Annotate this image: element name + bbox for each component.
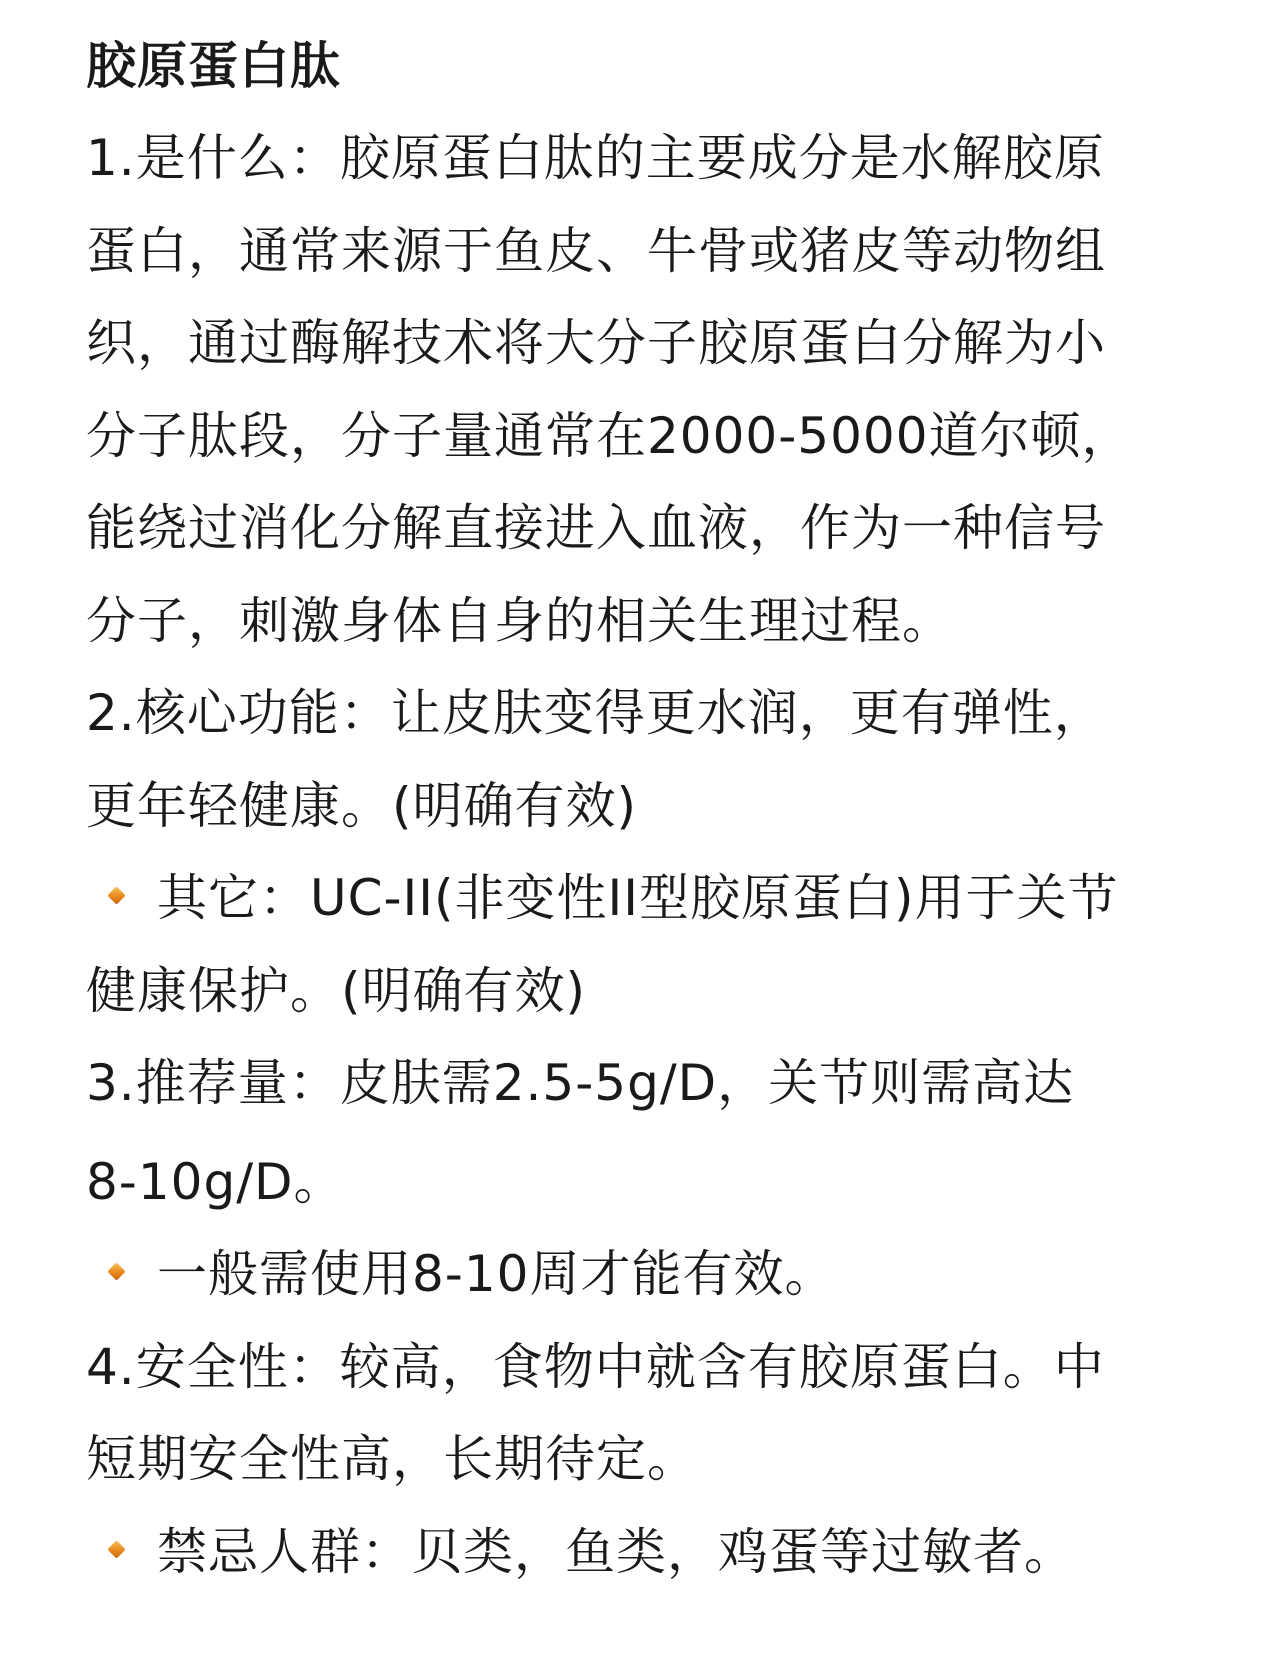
section-4-line-1: 4.安全性：较高，食物中就含有胶原蛋白。中 <box>86 1337 1105 1396</box>
section-1-line-3: 织，通过酶解技术将大分子胶原蛋白分解为小 <box>86 314 1106 372</box>
section-what-is-it <box>86 112 1212 667</box>
section-recommended-dose <box>86 1037 1212 1321</box>
section-3-bullet <box>86 1228 1212 1321</box>
section-2-line-2: 更年轻健康。(明确有效) <box>86 776 638 835</box>
section-3-line-2: 8-10g/D。 <box>86 1152 345 1211</box>
article-title: 胶原蛋白肽 <box>86 37 341 95</box>
section-2-bullet <box>86 852 1212 945</box>
orange-diamond-bullet-icon <box>107 1262 125 1280</box>
section-3-line-1: 3.推荐量：皮肤需2.5-5g/D，关节则需高达 <box>86 1054 1075 1112</box>
section-1-line-5: 能绕过消化分解直接进入血液，作为一种信号 <box>86 499 1106 557</box>
section-4-line-2: 短期安全性高，长期待定。 <box>86 1430 698 1488</box>
section-safety <box>86 1321 1212 1599</box>
section-core-function <box>86 667 1212 1037</box>
section-4-bullet-line-1: 禁忌人群：贝类，鱼类，鸡蛋等过敏者。 <box>157 1522 1075 1581</box>
section-4-bullet <box>86 1506 1212 1599</box>
section-2-line-1: 2.核心功能：让皮肤变得更水润，更有弹性， <box>86 684 1105 742</box>
section-2-bullet-line-2: 健康保护。(明确有效) <box>86 961 587 1020</box>
section-3-bullet-line-1: 一般需使用8-10周才能有效。 <box>157 1245 836 1303</box>
orange-diamond-bullet-icon <box>107 1540 125 1558</box>
section-1-line-2: 蛋白，通常来源于鱼皮、牛骨或猪皮等动物组 <box>86 221 1106 280</box>
section-1-line-6: 分子，刺激身体自身的相关生理过程。 <box>86 591 953 650</box>
section-1-line-4: 分子肽段，分子量通常在2000-5000道尔顿， <box>86 406 1133 465</box>
orange-diamond-bullet-icon <box>107 886 125 904</box>
section-1-line-1: 1.是什么：胶原蛋白肽的主要成分是水解胶原 <box>86 129 1105 187</box>
section-2-bullet-line-1: 其它：UC-II(非变性II型胶原蛋白)用于关节 <box>157 869 1119 927</box>
